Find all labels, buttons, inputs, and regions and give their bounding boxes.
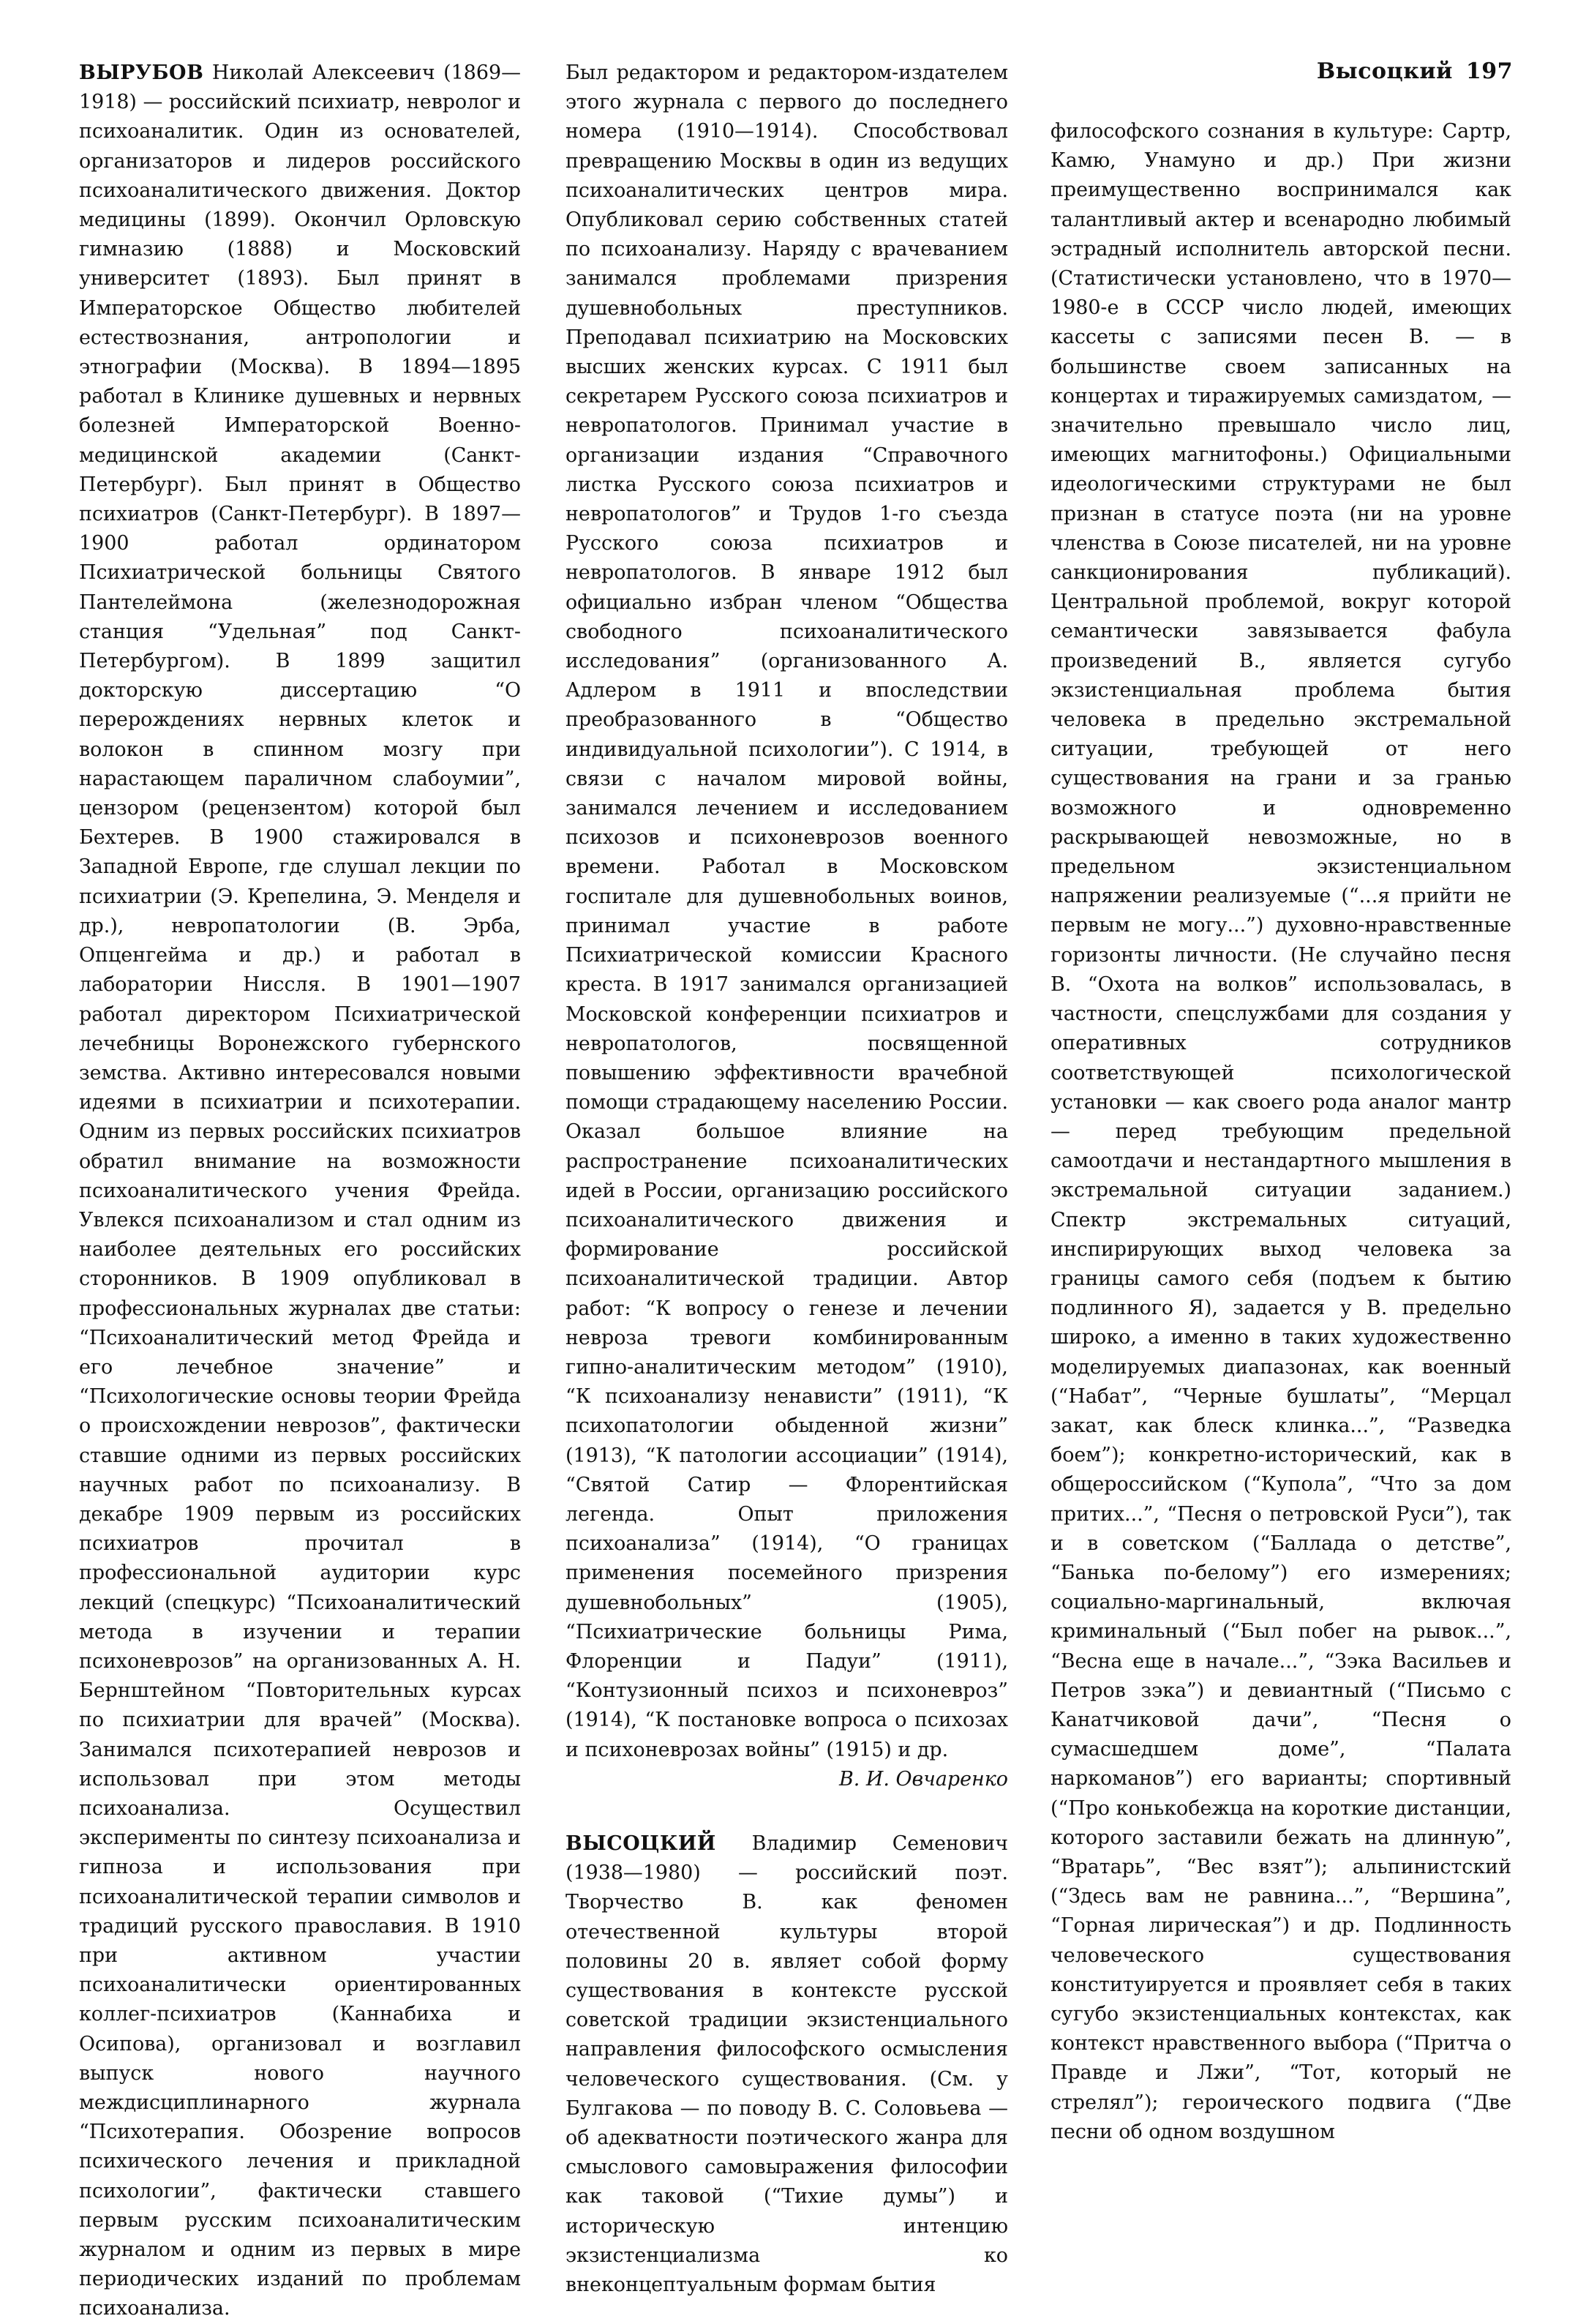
entry-text: Николай Алексеевич (1869—1918) — российский психиатр, невролог и психоаналитик. Один из основателей, организаторов и лидеров российского психоаналитического движения. Доктор медицины (1899). Окончил Орловскую гимназию (1888) и Московский университет (1893). Был принят в Императорское Общество любителей естествознания, антропологии и этнографии (Москва). В 1894—1895 работал в Клинике душевных и нервных болезней Императорской Военно-медицинской академии (Санкт-Петербург). Был принят в Общество психиатров (Санкт-Петербург). В 1897—1900 работал ординатором Психиатрической больницы Святого Пантелеймона (железнодорожная станция “Удельная” под Санкт-Петербургом). В 1899 защитил докторскую диссертацию “О перерождениях нервных клеток и волокон в спинном мозгу при нарастающем параличном слабоумии”, цензором (рецензентом) которой был Бехтерев. В 1900 стажировался в Западной Европе, где слушал лекции по психиатрии (Э. Крепелина, Э. Менделя и др.), невропатологии (В. Эрба, Опценгейма и др.) и работал в лаборатории Ниссля. В 1901—1907 работал директором Психиатрической лечебницы Воронежского губернского земства. Активно интересовался новыми идеями в психиатрии и психотерапии. Одним из первых российских психиатров обратил внимание на возможности психоаналитического учения Фрейда. Увлекся психоанализом и стал одним из наиболее деятельных его российских сторонников. В 1909 опубликовал в профессиональных журналах две статьи: “Психоаналитический метод Фрейда и его лечебное значение” и “Психологические основы теории Фрейда о происхождении неврозов”, фактически ставшие одними из первых российских научных работ по психоанализу. В декабре 1909 первым из российских психиатров прочитал в профессиональной аудитории курс лекций (спецкурс) “Психоаналитический метода в изучении и терапии психоневрозов” на организованных А. Н. Бернштейном “Повторительных курсах по психиатрии для врачей” (Москва). Занимался психотерапией неврозов и использовал при этом методы психоанализа. Осуществил эксперименты по синтезу психоанализа и гипноза и использования при психоаналитической терапии символов и традиций русского православия. В 1910 при активном участии психоаналитически ориентированных коллег-психиатров (Каннабиха и Осипова), организовал и возглавил выпуск нового научного междисциплинарного журнала “Психотерапия. Обозрение вопросов психического лечения и прикладной психологии”, фактически ставшего первым русским психоаналитическим журналом и одним из первых в мире периодических изданий по проблемам психоанализа. <box>79 61 521 2320</box>
headword-vysotsky: ВЫСОЦКИЙ <box>565 1832 716 1855</box>
entry-vysotsky-part1 <box>565 1829 1008 2300</box>
entry-text: Владимир Семенович (1938—1980) — российский поэт. Творчество В. как феномен отечественной культуры второй половины 20 в. являет собой форму существования в контексте русской советской традиции экзистенциального направления философского осмысления человеческого существования. (См. у Булгакова — по поводу В. С. Соловьева — об адекватности поэтического жанра для смыслового самовыражения философии как таковой (“Тихие думы”) и историческую интенцию экзистенциализма ко внеконцептуальным формам бытия <box>565 1832 1008 2297</box>
page-number: 197 <box>1465 59 1513 84</box>
entry-author-signature: В. И. Овчаренко <box>839 1767 1008 1791</box>
entry-vysotsky-part2: философского сознания в культуре: Сартр, Камю, Унамуно и др.) При жизни преимущественно воспринимался как талантливый актер и всенародно любимый эстрадный исполнитель авторской песни. (Статистически установлено, что в 1970—1980-е в СССР число людей, имеющих кассеты с записями песен В. — в большинстве своем записанных на концертах и тиражируемых самиздатом, — значительно превышало число лиц, имеющих магнитофоны.) Официальными идеологическими структурами не был признан в статусе поэта (ни на уровне членства в Союзе писателей, ни на уровне санкционирования публикаций). Центральной проблемой, вокруг которой семантически завязывается фабула произведений В., является сугубо экзистенциальная проблема бытия человека в предельно экстремальной ситуации, требующей от него существования на грани и за гранью возможного и одновременно раскрывающей невозможные, но в предельном экзистенциальном напряжении реализуемые (“...я прийти не первым не могу...”) духовно-нравственные горизонты личности. (Не случайно песня В. “Охота на волков” использовалась, в частности, спецслужбами для создания у оперативных сотрудников соответствующей психологической установки — как своего рода аналог мантр — перед требующим предельной самоотдачи и нестандартного мышления в экстремальной ситуации заданием.) Спектр экстремальных ситуаций, инспирирующих выход человека за границы самого себя (подъем к бытию подлинного Я), задается у В. предельно широко, а именно в таких художественно моделируемых диапазонах, как военный (“Набат”, “Черные бушлаты”, “Мерцал закат, как блеск клинка...”, “Разведка боем”); конкретно-исторический, как в общероссийском (“Купола”, “Что за дом притих...”, “Песня о петровской Руси”), так и в советском (“Баллада о детстве”, “Банька по-белому”) его измерениях; социально-маргинальный, включая криминальный (“Был побег на рывок...”, “Весна еще в начале...”, “Зэка Васильев и Петров зэка”) и девиантный (“Письмо с Канатчиковой дачи”, “Песня о сумасшедшем доме”, “Палата наркоманов”) его варианты; спортивный (“Про конькобежца на короткие дистанции, которого заставили бежать на длинную”, “Вратарь”, “Вес взят”); альпинистский (“Здесь вам не равнина...”, “Вершина”, “Горная лирическая”) и др. Подлинность человеческого существования конституируется и проявляет себя в таких сугубо экзистенциальных контекстах, как контекст нравственного выбора (“Притча о Правде и Лжи”, “Тот, который не стрелял”); героического подвига (“Две песни об одном воздушном <box>1051 120 1511 2143</box>
entry-vyrubov-part2: Был редактором и редактором-издателем этого журнала с первого до последнего номера (1910—1914). Способствовал превращению Москвы в один из ведущих психоаналитических центров мира. Опубликовал серию собственных статей по психоанализу. Наряду с врачеванием занимался проблемами призрения душевнобольных преступников. Преподавал психиатрию на Московских высших женских курсах. С 1911 был секретарем Русского союза психиатров и невропатологов. Принимал участие в организации издания “Справочного листка Русского союза психиатров и невропатологов” и Трудов 1-го съезда Русского союза психиатров и невропатологов. В январе 1912 был официально избран членом “Общества свободного психоаналитического исследования” (организованного А. Адлером в 1911 и впоследствии преобразованного в “Общество индивидуальной психологии”). С 1914, в связи с началом мировой войны, занимался лечением и исследованием психозов и психоневрозов военного времени. Работал в Московском госпитале для душевнобольных воинов, принимал участие в работе Психиатрической комиссии Красного креста. В 1917 занимался организацией Московской конференции психиатров и невропатологов, посвященной повышению эффективности врачебной помощи страдающему населению России. Оказал большое влияние на распространение психоаналитических идей в России, организацию российского психоаналитического движения и формирование российской психоаналитической традиции. Автор работ: “К вопросу о генезе и лечении невроза тревоги комбинированным гипно-аналитическим методом” (1910), “К психоанализу ненависти” (1911), “К психопатологии обыденной жизни” (1913), “К патологии ассоциации” (1914), “Святой Сатир — Флорентийская легенда. Опыт приложения психоанализа” (1914), “О границах применения посемейного призрения душевнобольных” (1905), “Психиатрические больницы Рима, Флоренции и Падуи” (1911), “Контузионный психоз и психоневроз” (1914), “К постановке вопроса о психозах и психоневрозах войны” (1915) и др. <box>565 61 1008 1761</box>
entry-separator <box>565 1794 1008 1829</box>
column-middle <box>565 59 1008 2300</box>
running-header <box>1317 59 1513 84</box>
headword-vyrubov: ВЫРУБОВ <box>79 61 204 84</box>
column-right <box>1051 117 1511 2147</box>
column-left <box>79 59 521 2324</box>
entry-vyrubov-part1 <box>79 59 521 2324</box>
header-title: Высоцкий <box>1316 59 1453 84</box>
